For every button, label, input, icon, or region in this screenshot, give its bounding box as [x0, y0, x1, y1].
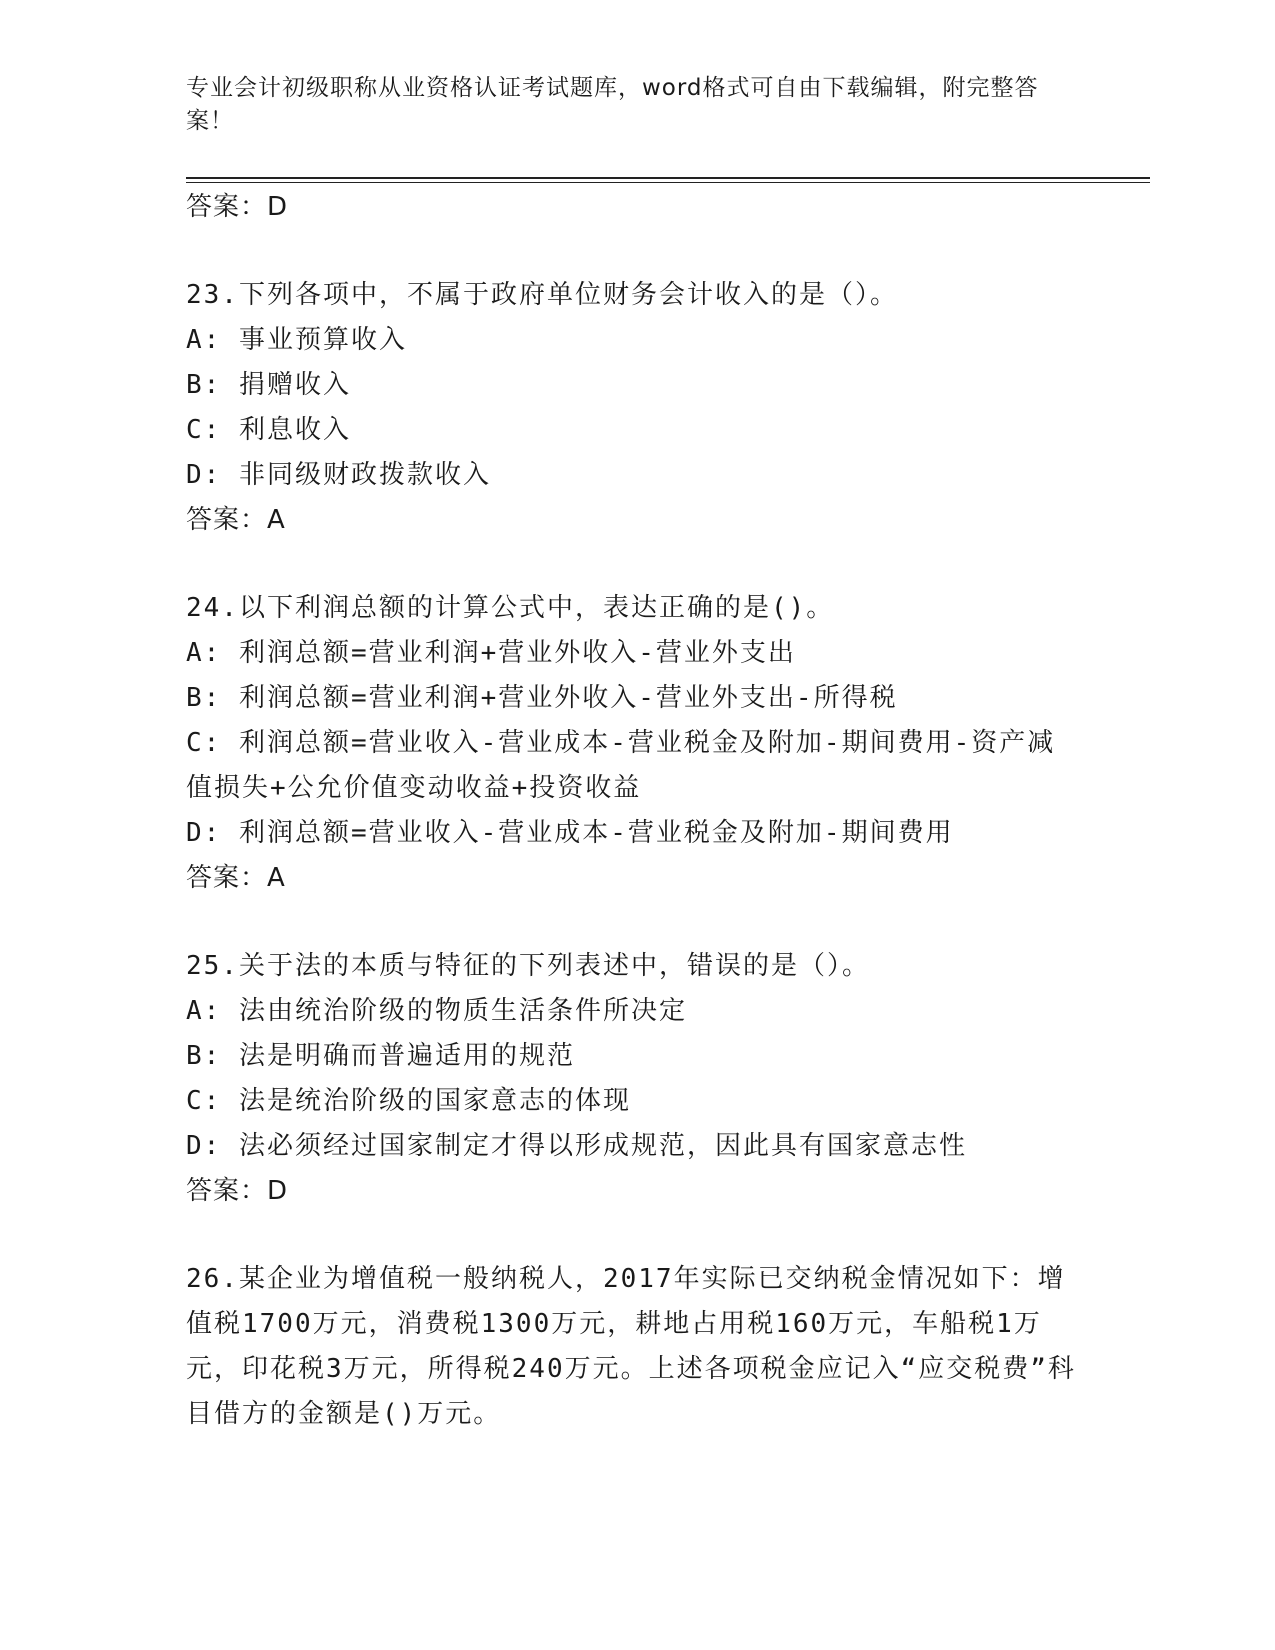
question-23: [186, 273, 1086, 542]
option-d: D: 利润总额=营业收入-营业成本-营业税金及附加-期间费用: [186, 818, 954, 848]
header-rule-thick: [186, 177, 1150, 179]
question-stem: 26.某企业为增值税一般纳税人，2017年实际已交纳税金情况如下：增值税1700万元，消费税1300万元，耕地占用税160万元，车船税1万元，印花税3万元，所得税240万元。上述各项税金应记入“应交税费”科目借方的金额是()万元。: [186, 1264, 1076, 1429]
question-stem: 24.以下利润总额的计算公式中，表达正确的是()。: [186, 593, 835, 623]
option-b: B: 利润总额=营业利润+营业外收入-营业外支出-所得税: [186, 683, 898, 713]
question-stem: 25.关于法的本质与特征的下列表述中，错误的是（）。: [186, 951, 870, 981]
question-list: [186, 185, 1086, 1437]
answer-line: 答案：A: [186, 863, 286, 893]
document-header: 专业会计初级职称从业资格认证考试题库，word格式可自由下载编辑，附完整答案！: [186, 75, 1039, 134]
option-a: A: 法由统治阶级的物质生活条件所决定: [186, 996, 687, 1026]
option-b: B: 捐赠收入: [186, 370, 351, 400]
option-c: C: 法是统治阶级的国家意志的体现: [186, 1086, 631, 1116]
option-d: D: 非同级财政拨款收入: [186, 460, 491, 490]
option-a: A: 利润总额=营业利润+营业外收入-营业外支出: [186, 638, 796, 668]
option-c: C: 利息收入: [186, 415, 351, 445]
question-24: [186, 586, 1086, 900]
option-c: C: 利润总额=营业收入-营业成本-营业税金及附加-期间费用-资产减值损失+公允价值变动收益+投资收益: [186, 728, 1056, 803]
question-26: [186, 1257, 1086, 1437]
question-stem: 23.下列各项中，不属于政府单位财务会计收入的是（）。: [186, 280, 898, 310]
answer-line: 答案：D: [186, 1176, 289, 1206]
question-25: [186, 944, 1086, 1213]
answer-line: 答案：D: [186, 192, 289, 222]
answer-line: 答案：A: [186, 505, 286, 535]
option-b: B: 法是明确而普遍适用的规范: [186, 1041, 575, 1071]
option-a: A: 事业预算收入: [186, 325, 407, 355]
header-rule-thin: [186, 182, 1150, 183]
option-d: D: 法必须经过国家制定才得以形成规范，因此具有国家意志性: [186, 1131, 967, 1161]
